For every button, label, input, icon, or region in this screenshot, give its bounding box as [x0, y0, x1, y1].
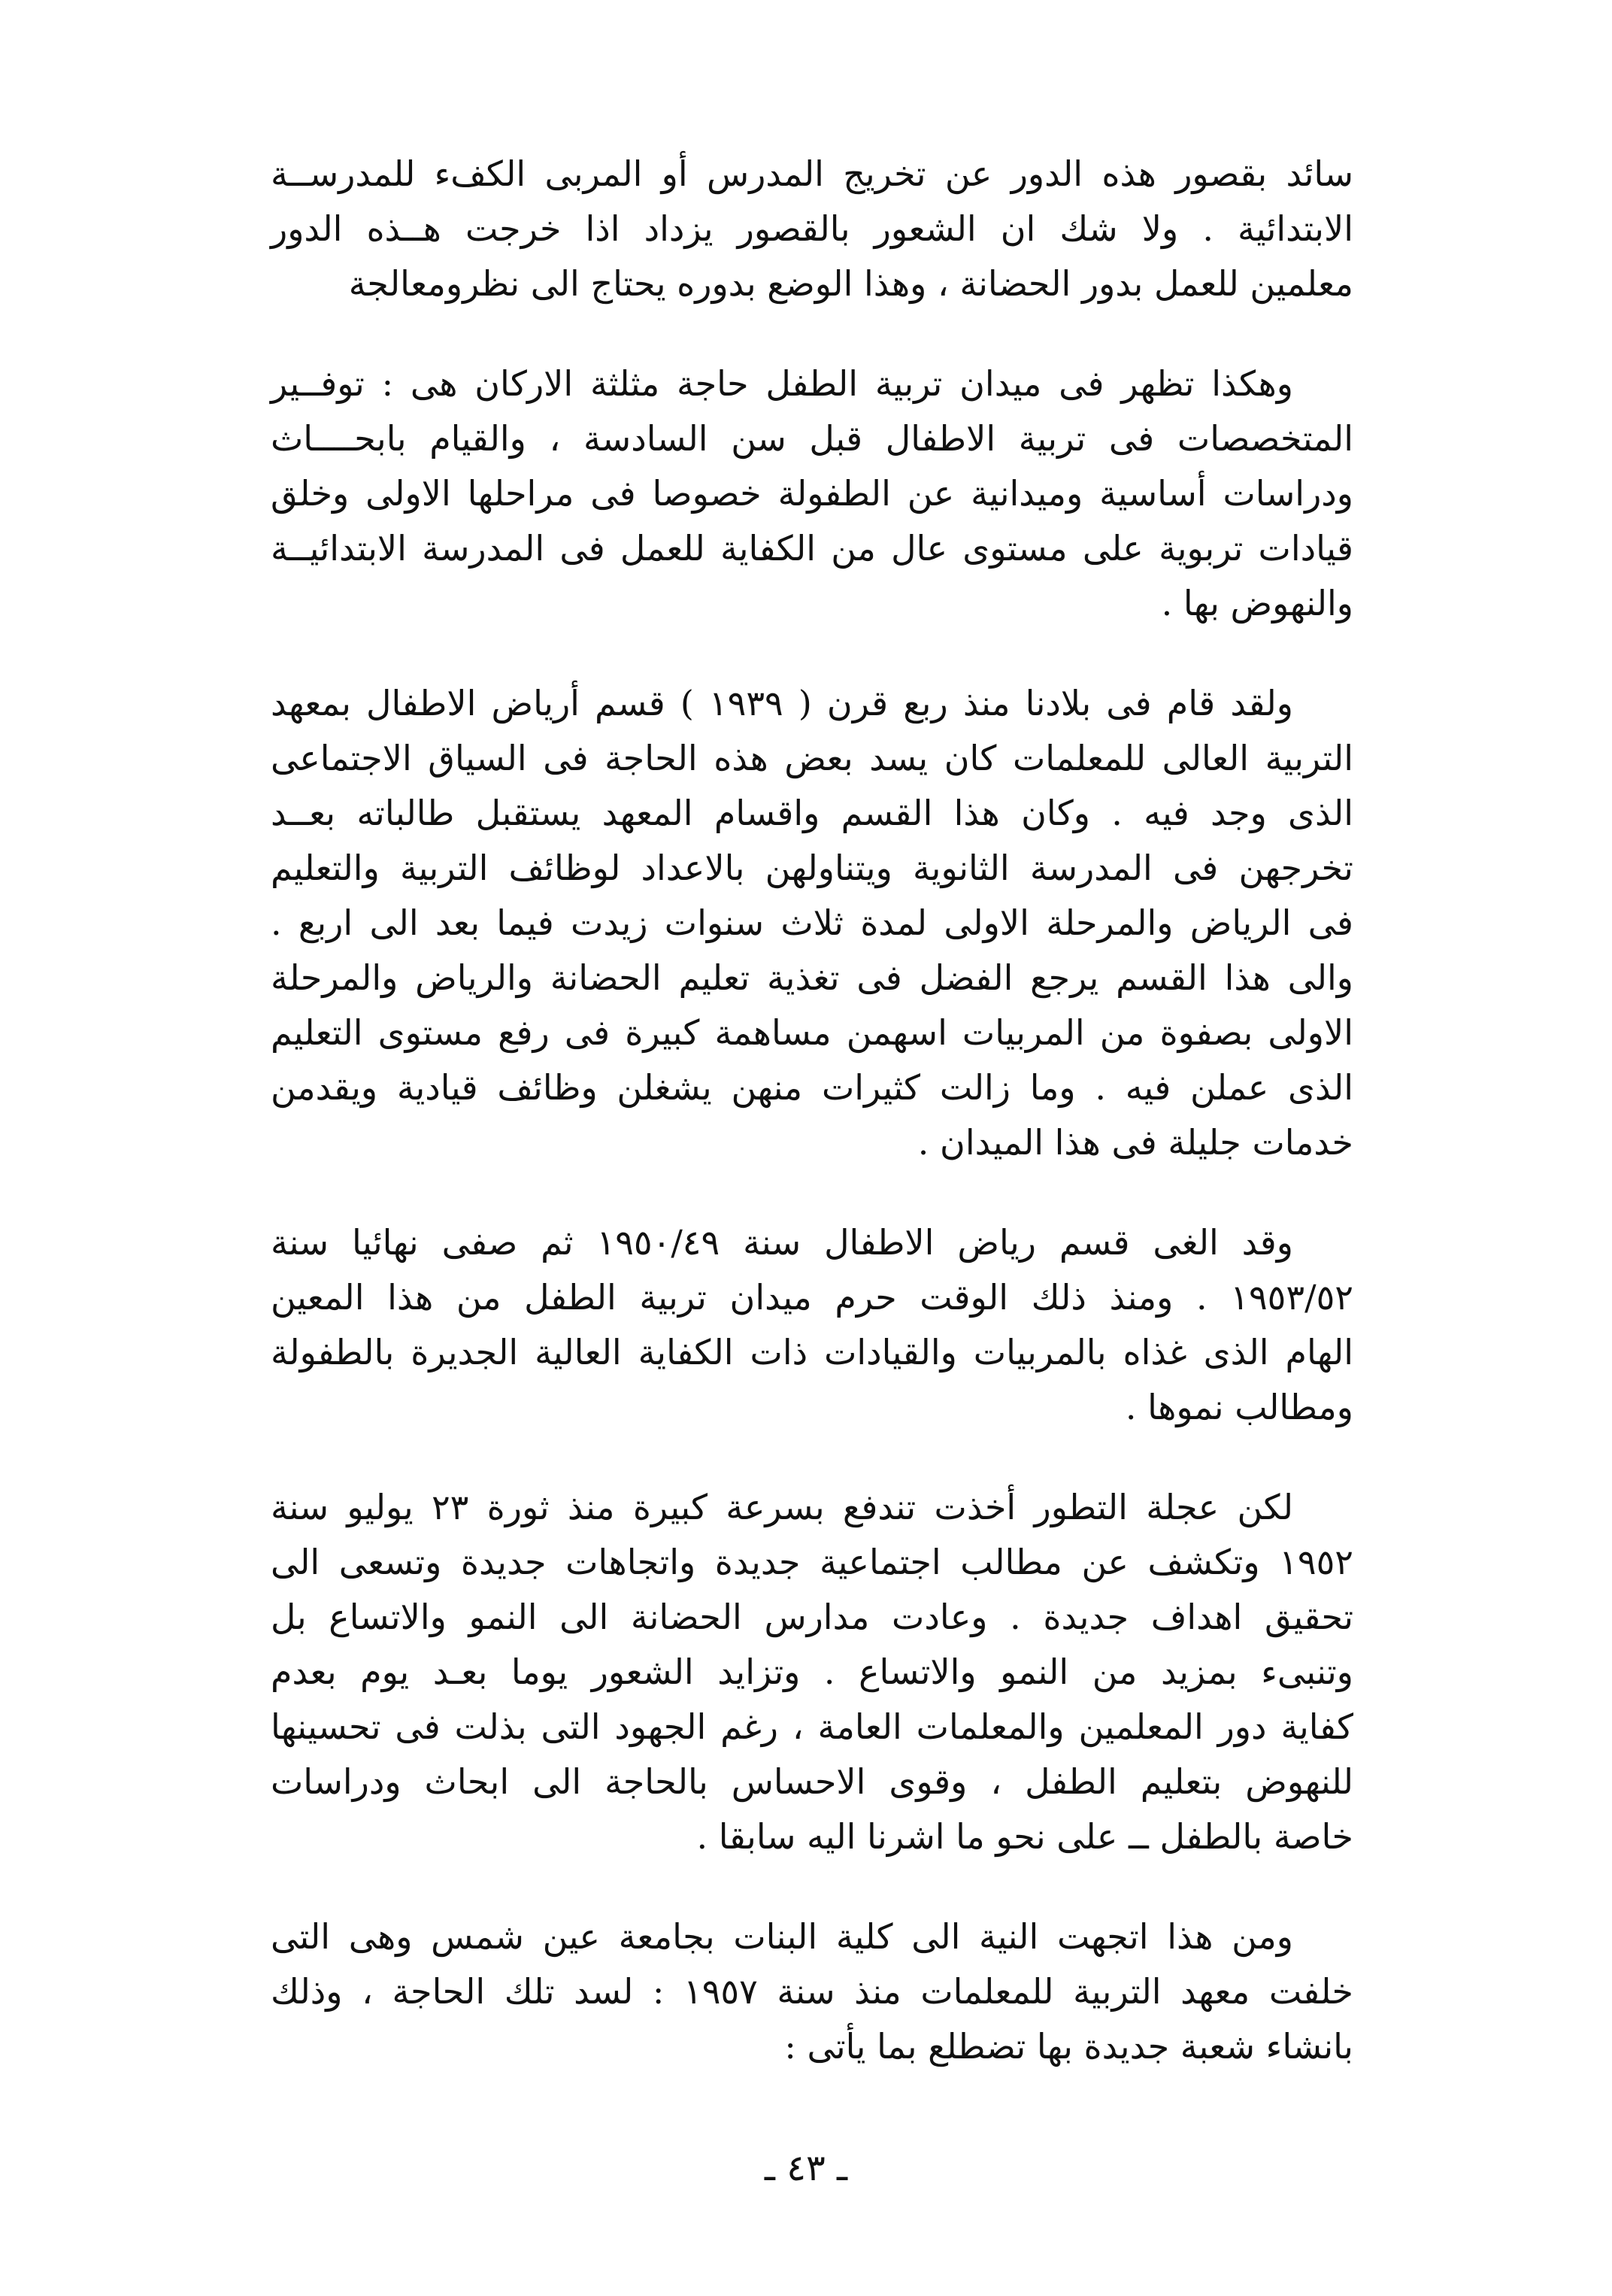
paragraph-5 — [271, 1480, 1353, 1864]
text-line: خدمات جليلة فى هذا الميدان . — [917, 1122, 1353, 1163]
text-line: ١٩٥٣/٥٢ . ومنذ ذلك الوقت حرم ميدان تربية الطفل من هذا المعين — [271, 1277, 1353, 1318]
text-line: خلفت معهد التربية للمعلمات منذ سنة ١٩٥٧ : لسد تلك الحاجة ، وذلك — [271, 1971, 1353, 2012]
text-line: تخرجهن فى المدرسة الثانوية ويتناولهن بالاعداد لوظائف التربية والتعليم — [271, 848, 1353, 888]
text-line: الابتدائية . ولا شك ان الشعور بالقصور يزداد اذا خرجت هــذه الدور — [271, 208, 1353, 249]
text-line: التربية العالى للمعلمات كان يسد بعض هذه الحاجة فى السياق الاجتماعى — [271, 738, 1353, 778]
text-line: معلمين للعمل بدور الحضانة ، وهذا الوضع بدوره يحتاج الى نظرومعالجة — [348, 263, 1353, 304]
text-line: ومطالب نموها . — [1125, 1387, 1353, 1427]
text-line: ١٩٥٢ وتكشف عن مطالب اجتماعية جديدة واتجاهات جديدة وتسعى الى — [271, 1542, 1353, 1582]
text-line: تحقيق اهداف جديدة . وعادت مدارس الحضانة الى النمو والاتساع بل — [271, 1597, 1353, 1637]
text-line: سائد بقصور هذه الدور عن تخريج المدرس أو المربى الكفء للمدرســة — [271, 153, 1353, 194]
paragraph-6 — [271, 1909, 1353, 2074]
text-line: الذى وجد فيه . وكان هذا القسم واقسام المعهد يستقبل طالباته بعــد — [271, 793, 1353, 833]
text-line: وهكذا تظهر فى ميدان تربية الطفل حاجة مثلثة الاركان هى : توفــير — [271, 363, 1293, 404]
text-line: ومن هذا اتجهت النية الى كلية البنات بجامعة عين شمس وهى التى — [271, 1916, 1293, 1957]
text-line: ولقد قام فى بلادنا منذ ربع قرن ( ١٩٣٩ ) قسم أرياض الاطفال بمعهد — [271, 683, 1293, 723]
text-line: وقد الغى قسم رياض الاطفال سنة ١٩٥٠/٤٩ ثم صفى نهائيا سنة — [271, 1222, 1293, 1263]
text-line: بانشاء شعبة جديدة بها تضطلع بما يأتى : — [784, 2026, 1353, 2067]
text-line: ودراسات أساسية وميدانية عن الطفولة خصوصا فى مراحلها الاولى وخلق — [271, 473, 1353, 514]
paragraph-4 — [271, 1215, 1353, 1435]
text-line: المتخصصات فى تربية الاطفال قبل سن السادسة ، والقيام بابحــــاث — [271, 418, 1353, 459]
text-line: وتنبىء بمزيد من النمو والاتساع . وتزايد الشعور يوما بعـد يوم بعدم — [271, 1651, 1353, 1692]
text-line: فى الرياض والمرحلة الاولى لمدة ثلاث سنوات زيدت فيما بعد الى اربع . — [271, 902, 1353, 943]
page-number: ـ ٤٣ ـ — [764, 2147, 848, 2189]
text-line: لكن عجلة التطور أخذت تندفع بسرعة كبيرة منذ ثورة ٢٣ يوليو سنة — [271, 1487, 1293, 1527]
paragraph-3 — [271, 676, 1353, 1170]
paragraph-1 — [271, 147, 1353, 311]
text-line: قيادات تربوية على مستوى عال من الكفاية للعمل فى المدرسة الابتدائيــة — [271, 528, 1353, 569]
text-line: والى هذا القسم يرجع الفضل فى تغذية تعليم الحضانة والرياض والمرحلة — [271, 957, 1353, 998]
text-line: الذى عملن فيه . وما زالت كثيرات منهن يشغلن وظائف قيادية ويقدمن — [271, 1067, 1353, 1108]
text-line: للنهوض بتعليم الطفل ، وقوى الاحساس بالحاجة الى ابحاث ودراسات — [271, 1761, 1353, 1802]
text-line: كفاية دور المعلمين والمعلمات العامة ، رغم الجهود التى بذلت فى تحسينها — [271, 1706, 1353, 1747]
text-line: خاصة بالطفل ــ على نحو ما اشرنا اليه سابقا . — [696, 1816, 1353, 1857]
text-line: والنهوض بها . — [1161, 583, 1353, 623]
document-page — [271, 147, 1353, 2119]
text-line: الاولى بصفوة من المربيات اسهمن مساهمة كبيرة فى رفع مستوى التعليم — [271, 1012, 1353, 1053]
paragraph-2 — [271, 356, 1353, 631]
text-line: الهام الذى غذاه بالمربيات والقيادات ذات الكفاية العالية الجديرة بالطفولة — [271, 1332, 1353, 1372]
